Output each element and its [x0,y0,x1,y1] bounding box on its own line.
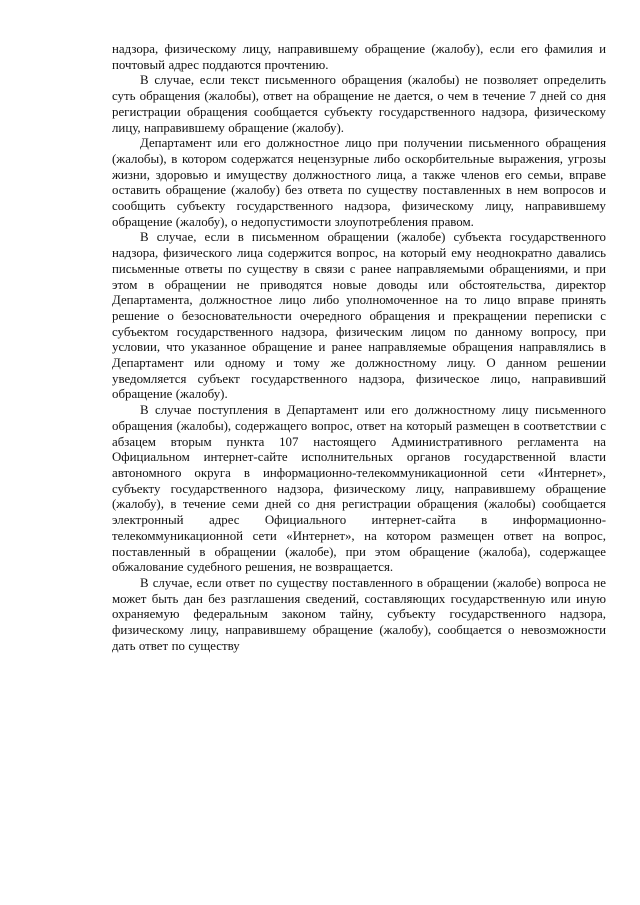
paragraph-repeated-appeal: В случае, если в письменном обращении (жалобе) субъекта государственного надзора, физического лица содержится вопрос, на который ему неоднократно давались письменные ответы по существу в связи с ранее направляемыми обращениями, и при этом в обращении не приводятся новые доводы или обстоятельства, директор Департамента, должностное лицо либо уполномоченное на то лицо вправе принять решение о безосновательности очередного обращения и прекращении переписки с субъектом государственного надзора, физическим лицом по данному вопросу, при условии, что указанное обращение и ранее направляемые обращения направлялись в Департамент или одному и тому же должностному лицу. О данном решении уведомляется субъект государственного надзора, физическое лицо, направивший обращение (жалобу). [112,230,606,402]
paragraph-unclear-appeal: В случае, если текст письменного обращения (жалобы) не позволяет определить суть обращения (жалобы), ответ на обращение не дается, о чем в течение 7 дней со дня регистрации обращения сообщается субъекту государственного надзора, физическому лицу, направившему обращение (жалобу). [112,73,606,135]
paragraph-continuation: надзора, физическому лицу, направившему обращение (жалобу), если его фамилия и почтовый адрес поддаются прочтению. [112,42,606,72]
paragraph-offensive-appeal: Департамент или его должностное лицо при получении письменного обращения (жалобы), в котором содержатся нецензурные либо оскорбительные выражения, угрозы жизни, здоровью и имуществу должностного лица, а также членов его семьи, вправе оставить обращение (жалобу) без ответа по существу поставленных в нем вопросов и сообщить субъекту государственного надзора, физическому лицу, направившему обращение (жалобу), о недопустимости злоупотребления правом. [112,136,606,229]
paragraph-published-answer: В случае поступления в Департамент или его должностному лицу письменного обращения (жалобы), содержащего вопрос, ответ на который размещен в соответствии с абзацем вторым пункта 107 настоящего Административного регламента на Официальном интернет-сайте исполнительных органов государственной власти автономного округа в информационно-телекоммуникационной сети «Интернет», субъекту государственного надзора, физическому лицу, направившему обращение (жалобу), в течение семи дней со дня регистрации обращения (жалобы) сообщается электронный адрес Официального интернет-сайта в информационно-телекоммуникационной сети «Интернет», на котором размещен ответ на вопрос, поставленный в обращении (жалобе), при этом обращение (жалоба), содержащее обжалование судебного решения, не возвращается. [112,403,606,575]
document-text-column [112,42,606,654]
paragraph-state-secret: В случае, если ответ по существу поставленного в обращении (жалобе) вопроса не может быть дан без разглашения сведений, составляющих государственную или иную охраняемую федеральным законом тайну, субъекту государственного надзора, физическому лицу, направившему обращение (жалобу), сообщается о невозможности дать ответ по существу [112,575,606,653]
